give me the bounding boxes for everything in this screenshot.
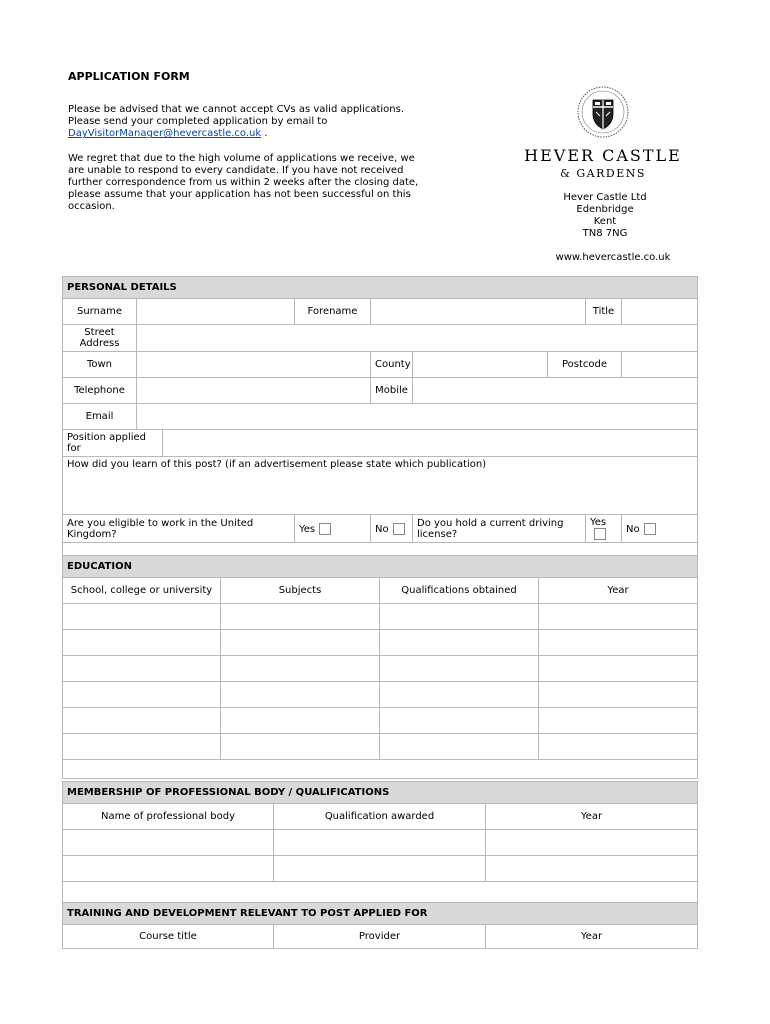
regret-text: We regret that due to the high volume of applications we receive, we are unable to respond to every candidate. If you have not received further correspondence from us within 2 weeks after the closing date, please assume that your application has not been successful on this occasion.: [68, 152, 419, 213]
address-line: TN8 7NG: [582, 228, 628, 239]
logo: [520, 86, 686, 180]
table-cell[interactable]: [539, 630, 698, 656]
eligible-no[interactable]: [371, 515, 413, 543]
town-field[interactable]: [137, 352, 371, 378]
education-heading: EDUCATION: [63, 556, 698, 578]
street-field[interactable]: [137, 325, 698, 352]
email-suffix: .: [261, 128, 268, 140]
mobile-label: Mobile: [371, 378, 413, 404]
table-cell[interactable]: [380, 682, 539, 708]
training-heading: TRAINING AND DEVELOPMENT RELEVANT TO POST APPLIED FOR: [63, 903, 698, 925]
learn-of-post-label: How did you learn of this post? (if an advertisement please state which publication): [67, 459, 487, 470]
personal-details-heading: PERSONAL DETAILS: [63, 277, 698, 299]
table-cell[interactable]: [539, 656, 698, 682]
table-cell[interactable]: [380, 630, 539, 656]
column-header: Year: [486, 804, 698, 830]
email-link[interactable]: DayVisitorManager@hevercastle.co.uk: [68, 128, 262, 140]
intro-line-2: Please send your completed application by email to: [68, 116, 328, 128]
driving-label: Do you hold a current driving license?: [413, 515, 586, 543]
town-label: Town: [63, 352, 137, 378]
brand-subtitle: & GARDENS: [560, 167, 646, 180]
table-cell[interactable]: [63, 708, 221, 734]
table-cell[interactable]: [63, 604, 221, 630]
county-field[interactable]: [413, 352, 548, 378]
address-line: Edenbridge: [576, 204, 634, 215]
company-address: [520, 192, 690, 240]
table-cell[interactable]: [539, 604, 698, 630]
forename-field[interactable]: [371, 299, 586, 325]
table-cell[interactable]: [486, 856, 698, 882]
column-header: Name of professional body: [63, 804, 274, 830]
table-cell[interactable]: [221, 708, 380, 734]
eligible-yes-label: Yes: [299, 523, 316, 535]
table-cell[interactable]: [539, 734, 698, 760]
training-table: [62, 902, 698, 949]
column-header: Qualification awarded: [274, 804, 486, 830]
table-cell[interactable]: [274, 856, 486, 882]
address-line: Hever Castle Ltd: [563, 192, 647, 203]
table-row: [63, 604, 698, 630]
table-row: [63, 856, 698, 882]
driving-no[interactable]: [622, 515, 698, 543]
eligible-yes[interactable]: [295, 515, 371, 543]
column-header: Subjects: [221, 578, 380, 604]
column-header: Qualifications obtained: [380, 578, 539, 604]
table-row: [63, 656, 698, 682]
table-cell[interactable]: [221, 682, 380, 708]
driving-no-checkbox[interactable]: [644, 523, 656, 535]
table-cell[interactable]: [539, 682, 698, 708]
learn-of-post-field[interactable]: [63, 457, 698, 515]
email-label: Email: [63, 404, 137, 430]
driving-yes-label: Yes: [590, 517, 607, 528]
email-field[interactable]: [137, 404, 698, 430]
position-field[interactable]: [163, 430, 698, 457]
brand-name: HEVER CASTLE: [524, 146, 682, 165]
table-cell[interactable]: [63, 656, 221, 682]
table-row: [63, 830, 698, 856]
table-row: [63, 708, 698, 734]
eligible-yes-checkbox[interactable]: [319, 523, 331, 535]
table-row: [63, 630, 698, 656]
website: www.hevercastle.co.uk: [555, 252, 671, 263]
table-cell[interactable]: [63, 734, 221, 760]
table-cell[interactable]: [380, 708, 539, 734]
title-field[interactable]: [622, 299, 698, 325]
crest-icon: [577, 86, 629, 138]
table-row: [63, 682, 698, 708]
column-header: Year: [486, 925, 698, 949]
table-cell[interactable]: [63, 630, 221, 656]
driving-no-label: No: [626, 523, 640, 535]
membership-table: [62, 781, 698, 906]
spacer-row: [63, 760, 698, 779]
table-cell[interactable]: [221, 656, 380, 682]
telephone-field[interactable]: [137, 378, 371, 404]
column-header: Provider: [274, 925, 486, 949]
table-cell[interactable]: [221, 734, 380, 760]
intro-line-1: Please be advised that we cannot accept CVs as valid applications.: [68, 104, 405, 115]
table-cell[interactable]: [380, 656, 539, 682]
eligible-no-checkbox[interactable]: [393, 523, 405, 535]
table-cell[interactable]: [539, 708, 698, 734]
position-label: Position applied for: [63, 430, 163, 457]
eligible-label: Are you eligible to work in the United Kingdom?: [63, 515, 295, 543]
title-label: Title: [586, 299, 622, 325]
table-cell[interactable]: [380, 734, 539, 760]
driving-yes[interactable]: [586, 515, 622, 543]
table-cell[interactable]: [63, 856, 274, 882]
table-cell[interactable]: [486, 830, 698, 856]
column-header: Course title: [63, 925, 274, 949]
table-cell[interactable]: [221, 630, 380, 656]
table-cell[interactable]: [274, 830, 486, 856]
address-line: Kent: [593, 216, 617, 227]
surname-label: Surname: [63, 299, 137, 325]
postcode-label: Postcode: [548, 352, 622, 378]
form-title: APPLICATION FORM: [68, 70, 190, 83]
personal-details-table: [62, 276, 698, 562]
county-label: County: [371, 352, 413, 378]
forename-label: Forename: [295, 299, 371, 325]
table-row: [63, 734, 698, 760]
table-cell[interactable]: [221, 604, 380, 630]
driving-yes-checkbox[interactable]: [594, 528, 606, 540]
table-cell[interactable]: [63, 830, 274, 856]
membership-heading: MEMBERSHIP OF PROFESSIONAL BODY / QUALIFICATIONS: [63, 782, 698, 804]
eligible-no-label: No: [375, 523, 389, 535]
postcode-field[interactable]: [622, 352, 698, 378]
table-cell[interactable]: [63, 682, 221, 708]
telephone-label: Telephone: [63, 378, 137, 404]
education-table: [62, 555, 698, 779]
table-cell[interactable]: [380, 604, 539, 630]
surname-field[interactable]: [137, 299, 295, 325]
street-label: Street Address: [63, 325, 137, 352]
column-header: School, college or university: [63, 578, 221, 604]
column-header: Year: [539, 578, 698, 604]
mobile-field[interactable]: [413, 378, 698, 404]
intro-text: [68, 104, 428, 226]
